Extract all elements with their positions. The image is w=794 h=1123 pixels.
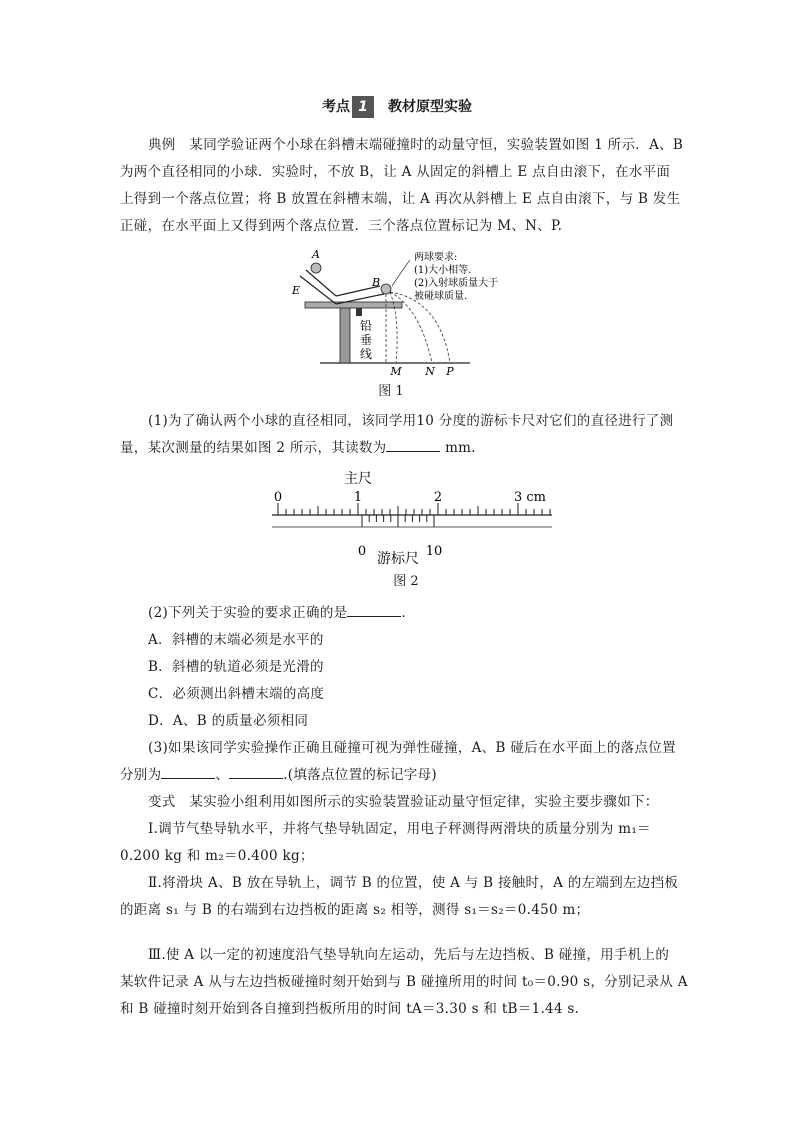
q2-stem-end: ． (401, 605, 416, 621)
fig1-label-B: B (371, 276, 381, 289)
fig1-note-4: 被碰球质量. (414, 291, 468, 302)
q2-stem (148, 600, 708, 627)
fig1-plumb-2: 垂 (359, 333, 373, 347)
fig1-note-3: (2)入射球质量大于 (414, 278, 499, 289)
q1-unit: mm. (440, 440, 476, 456)
q2-stem-text: (2)下列关于实验的要求正确的是 (148, 605, 348, 621)
main-scale-ticks (278, 503, 550, 515)
q3-answer-blank-2[interactable] (229, 764, 283, 779)
variant-step-1-line-1: Ⅰ.调节气垫导轨水平，并将气垫导轨固定，用电子秤测得两滑块的质量分别为 m₁＝ (148, 821, 651, 837)
vernier-scale-label: 游标尺 (377, 551, 419, 565)
q2-option-d: D．A、B 的质量必须相同 (148, 713, 309, 729)
q2-option-c: C．必须测出斜槽末端的高度 (148, 686, 325, 702)
vernier-tick-0: 0 (357, 544, 367, 559)
q3-line-1: (3)如果该同学实验操作正确且碰撞可视为弹性碰撞，A、B 碰后在水平面上的落点位置 (148, 740, 676, 756)
fig1-label-P: P (446, 365, 454, 378)
vernier-tick-10: 10 (425, 544, 443, 559)
example-line-4: 正碰，在水平面上又得到两个落点位置．三个落点位置标记为 M、N、P. (120, 218, 563, 234)
vernier-scale-ticks (272, 515, 552, 527)
section-prefix: 考点 (322, 99, 350, 115)
figure-1-apparatus (270, 248, 560, 378)
example-line-1: 典例 某同学验证两个小球在斜槽末端碰撞时的动量守恒，实验装置如图 1 所示．A、B (148, 137, 684, 153)
q3-line-2-end: .(填落点位置的标记字母) (283, 767, 437, 783)
variant-intro: 变式 某实验小组利用如图所示的实验装置验证动量守恒定律，实验主要步骤如下： (148, 794, 659, 810)
variant-step-1-line-2: 0.200 kg 和 m₂＝0.400 kg； (120, 848, 314, 864)
figure-2-caption: 图 2 (393, 574, 419, 589)
example-line-3: 上得到一个落点位置；将 B 放置在斜槽末端，让 A 再次从斜槽上 E 点自由滚下，与 B 发生 (120, 191, 681, 207)
main-tick-3: 3 cm (513, 490, 547, 505)
variant-step-3-line-2: 某软件记录 A 从与左边挡板碰撞时刻开始到与 B 碰撞所用的时间 t₀＝0.90 s，分别记录从 A (120, 974, 688, 990)
fig1-note-2: (1)大小相等. (414, 265, 472, 276)
q1-line-2-text: 量，某次测量的结果如图 2 所示，其读数为 (120, 440, 387, 456)
section-title (0, 96, 794, 118)
variant-step-2-line-2: 的距离 s₁ 与 B 的右端到右边挡板的距离 s₂ 相等，测得 s₁＝s₂＝0.450 m； (120, 902, 590, 918)
figure-1-caption: 图 1 (378, 384, 404, 399)
q3-line-2-text: 分别为 (120, 767, 162, 783)
fig1-note-1: 两球要求: (414, 252, 458, 263)
figure-2-vernier (262, 465, 562, 565)
main-tick-1: 1 (353, 490, 363, 505)
main-tick-0: 0 (273, 490, 283, 505)
q1-line-1: (1)为了确认两个小球的直径相同，该同学用10 分度的游标卡尺对它们的直径进行了测 (148, 413, 674, 429)
variant-step-3-line-3: 和 B 碰撞时刻开始到各自撞到挡板所用的时间 tA＝3.30 s 和 tB＝1.44 s. (120, 1001, 580, 1017)
q3-answer-blank-1[interactable] (161, 764, 215, 779)
variant-step-3-line-1: Ⅲ.使 A 以一定的初速度沿气垫导轨向左运动，先后与左边挡板、B 碰撞，用手机上的 (148, 947, 670, 963)
main-tick-2: 2 (433, 490, 443, 505)
q3-line-2 (120, 762, 680, 789)
fig1-plumb-3: 线 (359, 347, 373, 361)
fig1-label-N: N (425, 365, 435, 378)
q2-option-b: B．斜槽的轨道必须是光滑的 (148, 659, 324, 675)
q3-separator: 、 (215, 767, 230, 783)
fig1-label-A: A (312, 248, 320, 261)
section-number-badge: 1 (352, 96, 374, 118)
variant-step-2-line-1: Ⅱ.将滑块 A、B 放在导轨上，调节 B 的位置，使 A 与 B 接触时，A 的左端到左边挡板 (148, 875, 679, 891)
main-scale-label: 主尺 (344, 471, 372, 487)
fig1-label-M: M (390, 365, 402, 378)
q2-option-a: A．斜槽的末端必须是水平的 (148, 632, 324, 648)
fig1-label-E: E (291, 284, 301, 297)
q1-answer-blank[interactable] (386, 437, 440, 452)
section-name: 教材原型实验 (388, 99, 472, 115)
q1-line-2 (120, 435, 680, 462)
fig1-plumb-1: 铅 (359, 319, 373, 333)
q2-answer-blank[interactable] (347, 602, 401, 617)
example-line-2: 为两个直径相同的小球．实验时，不放 B，让 A 从固定的斜槽上 E 点自由滚下，在水平面 (120, 164, 671, 180)
